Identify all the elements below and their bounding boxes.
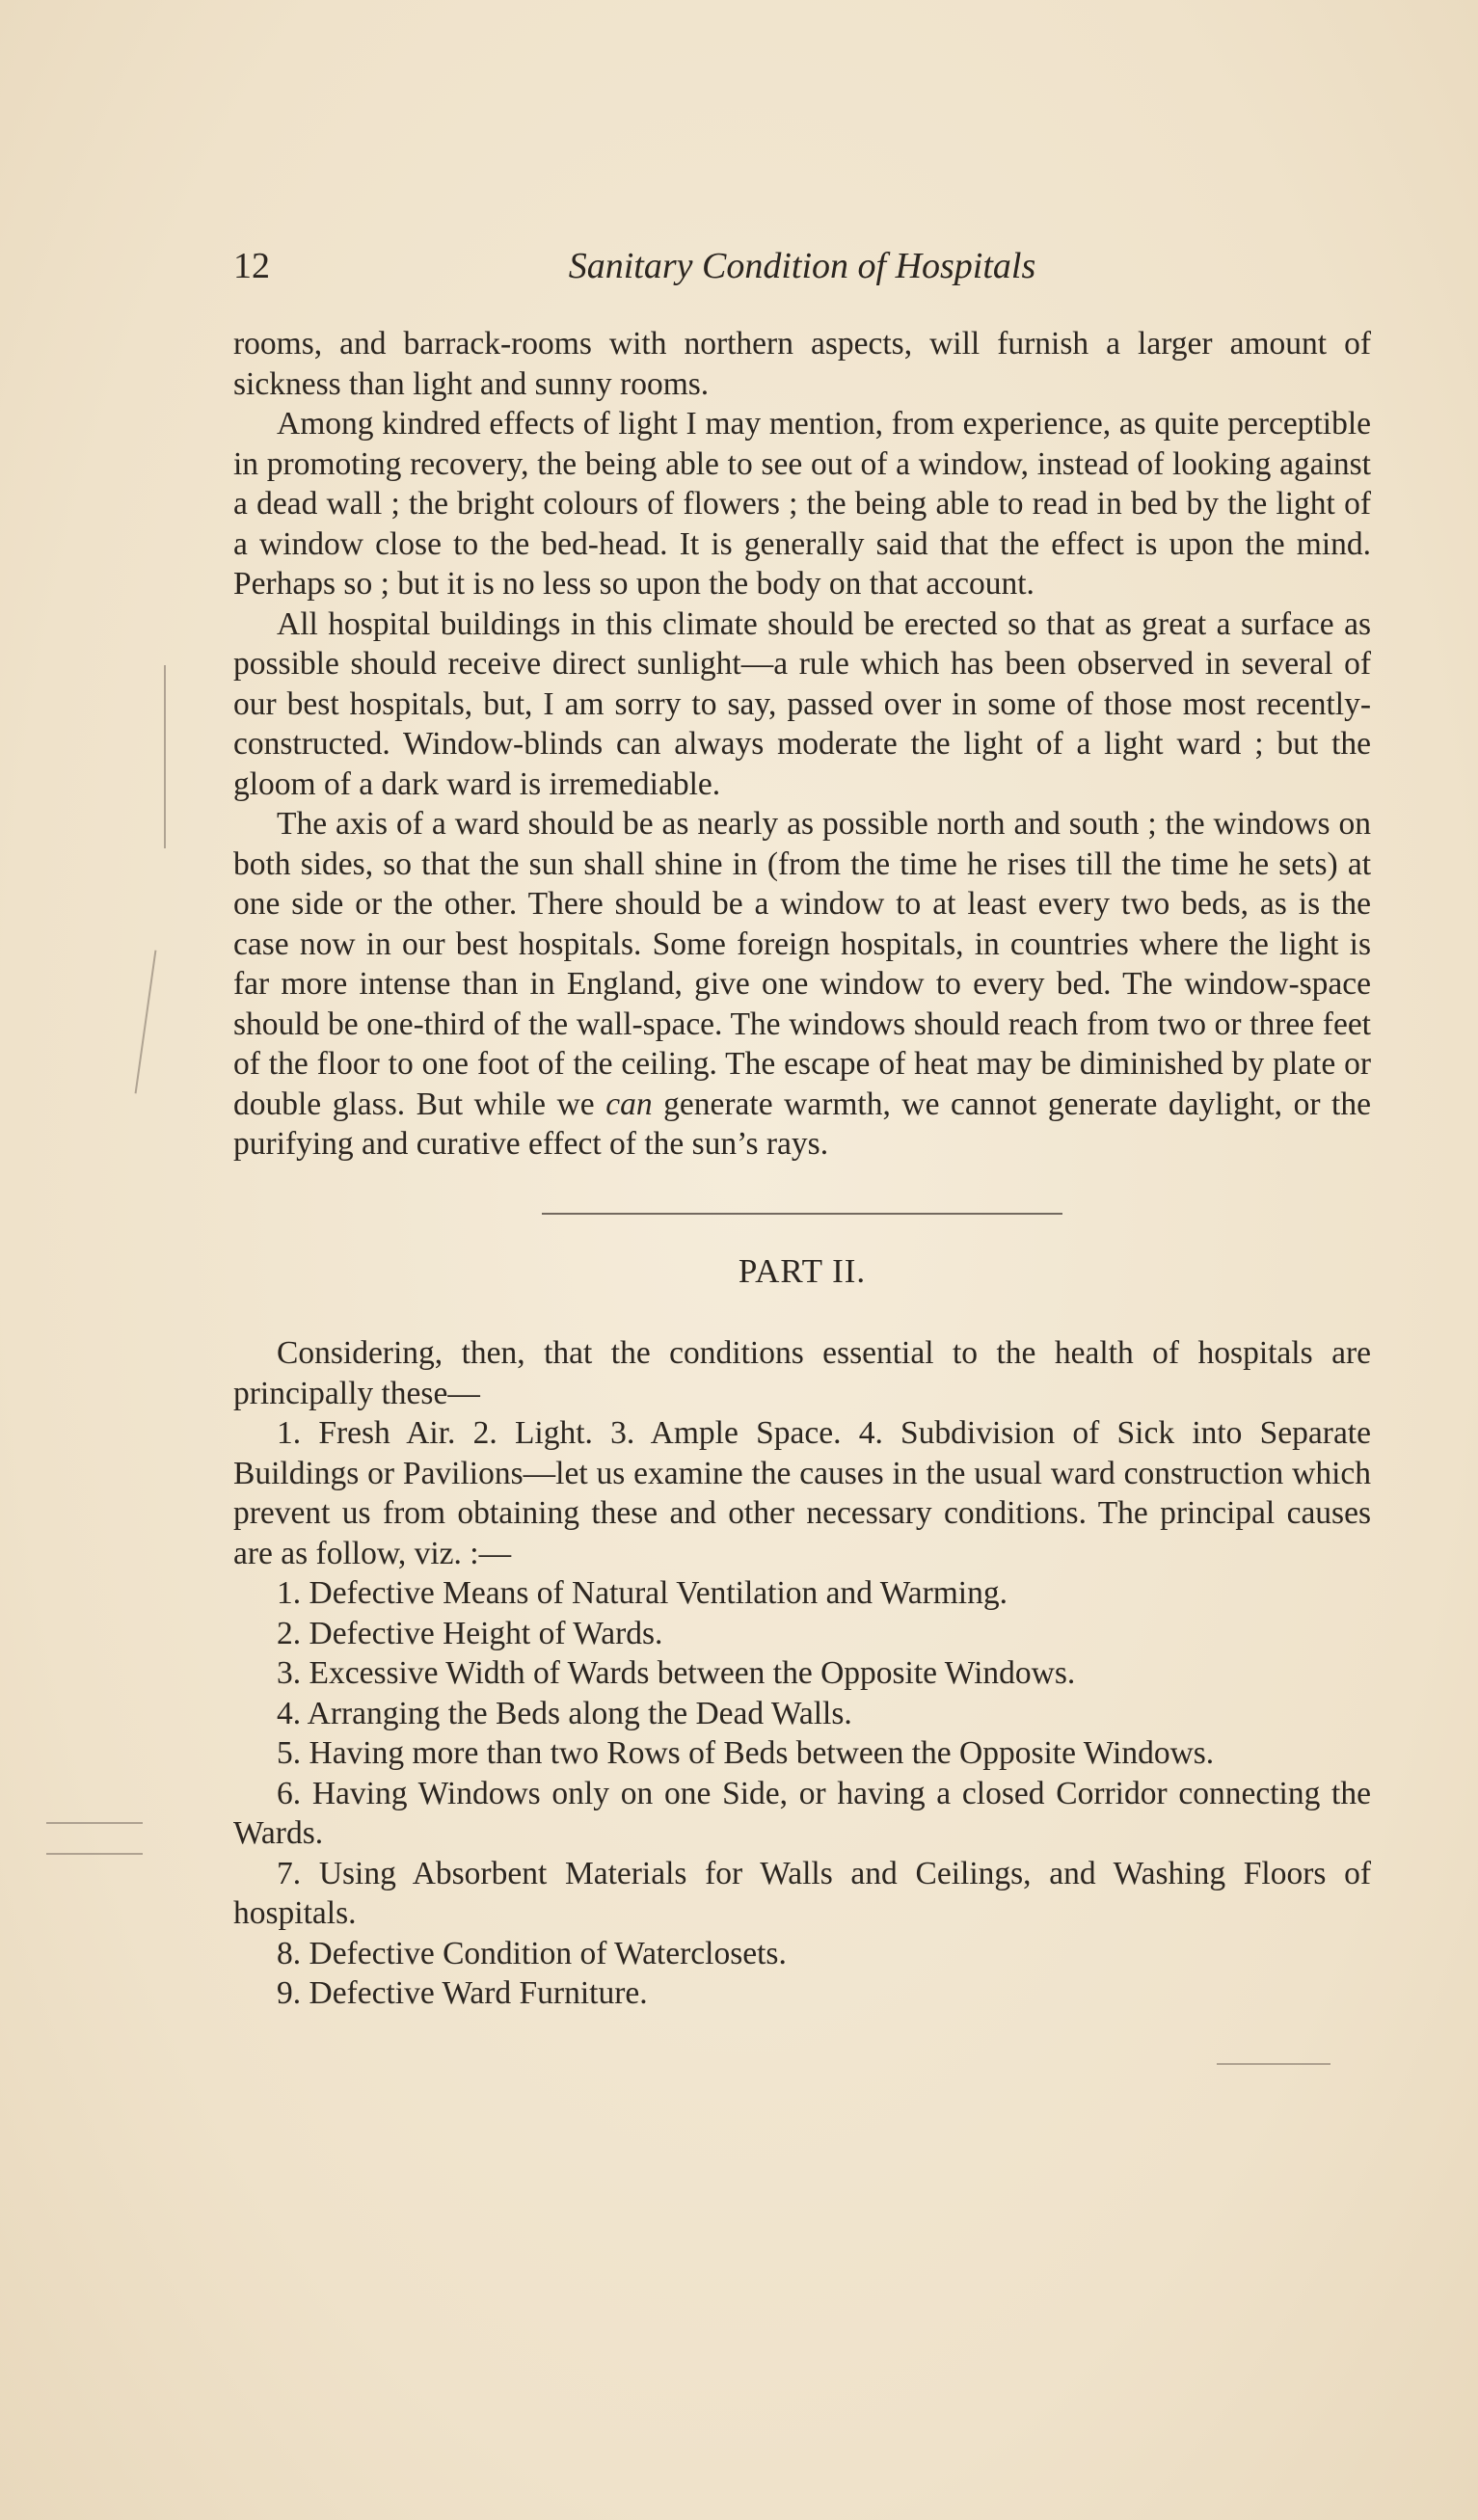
paragraph: rooms, and barrack-rooms with northern aspects, will furnish a larger amount of sickness than light and sunny rooms. (233, 326, 1371, 402)
list-item: 8. Defective Condition of Waterclosets. (277, 1935, 787, 1971)
paragraph: 1. Fresh Air. 2. Light. 3. Ample Space. 4. Subdivision of Sick into Separate Buildings or Pavilions—let us examine the causes in the usual ward construction which prevent us from obtaining these and other necessary conditions. The principal causes are as follow, viz. :— (233, 1415, 1371, 1571)
list-item: 5. Having more than two Rows of Beds between the Opposite Windows. (277, 1735, 1215, 1771)
causes-list (233, 1573, 1371, 2014)
underline-pencil-mark (1217, 2063, 1330, 2065)
list-item: 2. Defective Height of Wards. (277, 1615, 663, 1651)
paragraph-text: generate warmth, we cannot generate daylight, or the purifying and curative effect of the sun’s rays. (233, 1086, 1371, 1162)
part-heading: PART II. (738, 1251, 867, 1290)
body-text (233, 324, 1371, 2014)
list-item: 7. Using Absorbent Materials for Walls and Ceilings, and Washing Floors of hospitals. (233, 1855, 1371, 1931)
list-item: 3. Excessive Width of Wards between the Opposite Windows. (277, 1655, 1076, 1691)
paragraph-text: The axis of a ward should be as nearly as possible north and south ; the windows on both sides, so that the sun shall shine in (from the time he rises till the time he sets) at one side or the other. There should be a window to at least every two beds, as is the case now in our best hospitals. Some foreign hospitals, in countries where the light is far more intense than in England, give one window to every bed. The window-space should be one-third of the wall-space. The windows should reach from two or three feet of the floor to one foot of the ceiling. The escape of heat may be diminished by plate or double glass. But while we (233, 806, 1371, 1122)
margin-pencil-mark (46, 1853, 143, 1855)
list-item: 1. Defective Means of Natural Ventilation and Warming. (277, 1575, 1008, 1611)
page-number: 12 (233, 246, 270, 286)
list-item: 9. Defective Ward Furniture. (277, 1975, 648, 2011)
running-head (233, 239, 1371, 297)
list-item: 6. Having Windows only on one Side, or having a closed Corridor connecting the Wards. (233, 1775, 1371, 1851)
paragraph: Among kindred effects of light I may mention, from experience, as quite perceptible in promoting recovery, the being able to see out of a window, instead of looking against a dead wall ; the bright colours of flowers ; the being able to read in bed by the light of a window close to the bed-head. It is generally said that the effect is upon the mind. Perhaps so ; but it is no less so upon the body on that account. (233, 406, 1371, 602)
margin-pencil-mark (135, 951, 157, 1094)
running-title: Sanitary Condition of Hospitals (568, 246, 1036, 286)
paragraph: All hospital buildings in this climate should be erected so that as great a surface as possible should receive direct sunlight—a rule which has been observed in several of our best hospitals, but, I am sorry to say, passed over in some of those most recently-constructed. Window-blinds can always moderate the light of a light ward ; but the gloom of a dark ward is irremediable. (233, 605, 1371, 802)
list-item: 4. Arranging the Beds along the Dead Walls. (277, 1695, 852, 1731)
paragraph (233, 804, 1371, 1165)
section-divider (542, 1213, 1062, 1215)
margin-pencil-mark (164, 665, 166, 848)
book-page (233, 239, 1371, 2014)
paragraph: Considering, then, that the conditions essential to the health of hospitals are principally these— (233, 1335, 1371, 1411)
margin-pencil-mark (46, 1822, 143, 1824)
emphasis: can (605, 1086, 653, 1122)
